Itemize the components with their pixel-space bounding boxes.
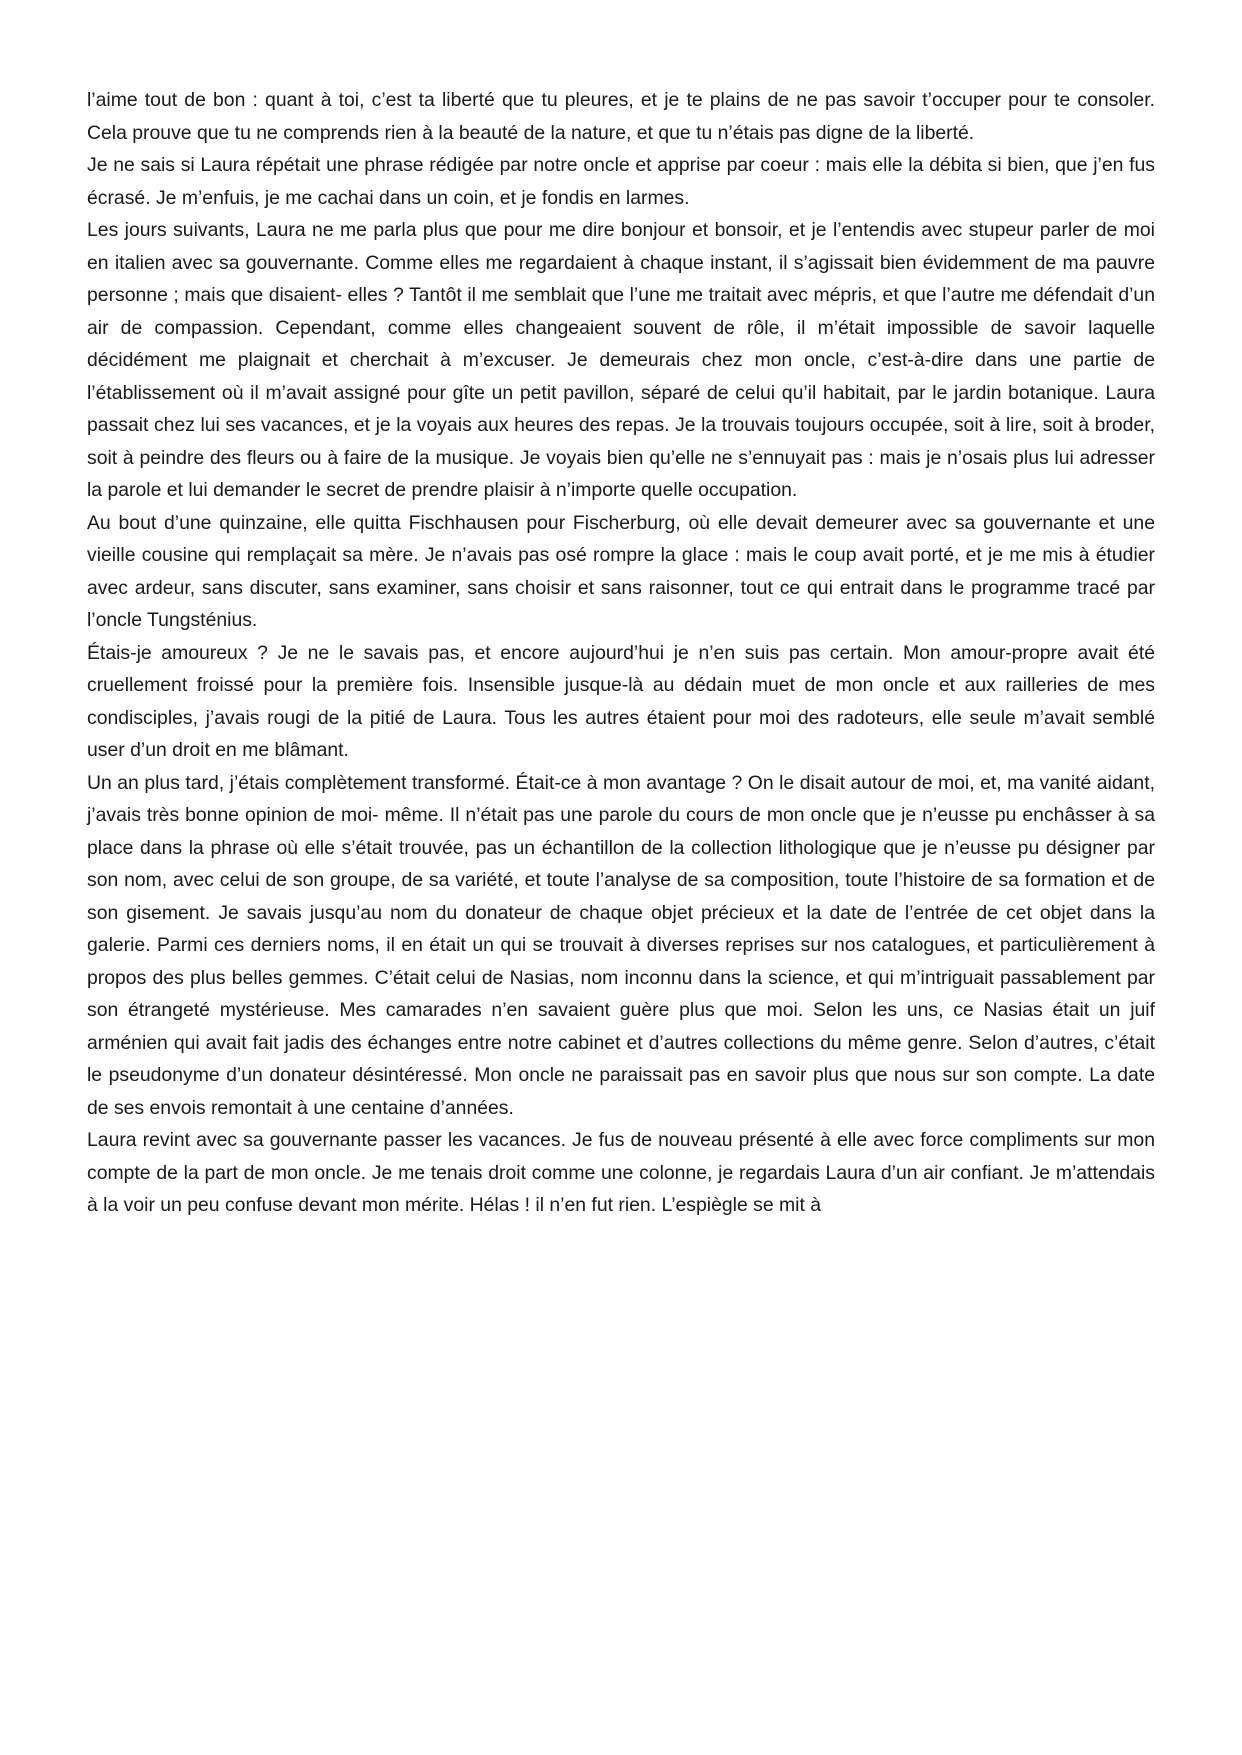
paragraph-2: Je ne sais si Laura répétait une phrase rédigée par notre oncle et apprise par coeur : mais elle la débita si bien, que j’en fus écrasé. Je m’enfuis, je me cachai dans un coin, et je fondis en larmes. <box>87 154 1155 209</box>
paragraph-1: l’aime tout de bon : quant à toi, c’est ta liberté que tu pleures, et je te plains de ne pas savoir t’occuper pour te consoler. Cela prouve que tu ne comprends rien à la beauté de la nature, et que tu n’étais pas digne de la liberté. <box>87 89 1155 144</box>
paragraph-7: Laura revint avec sa gouvernante passer les vacances. Je fus de nouveau présenté à elle avec force compliments sur mon compte de la part de mon oncle. Je me tenais droit comme une colonne, je regardais Laura d’un air confiant. Je m’attendais à la voir un peu confuse devant mon mérite. Hélas ! il n’en fut rien. L’espiègle se mit à <box>87 1129 1155 1216</box>
document-page <box>87 84 1155 1222</box>
paragraph-4: Au bout d’une quinzaine, elle quitta Fischhausen pour Fischerburg, où elle devait demeurer avec sa gouvernante et une vieille cousine qui remplaçait sa mère. Je n’avais pas osé rompre la glace : mais le coup avait porté, et je me mis à étudier avec ardeur, sans discuter, sans examiner, sans choisir et sans raisonner, tout ce qui entrait dans le programme tracé par l’oncle Tungsténius. <box>87 511 1155 631</box>
paragraph-3: Les jours suivants, Laura ne me parla plus que pour me dire bonjour et bonsoir, et je l’entendis avec stupeur parler de moi en italien avec sa gouvernante. Comme elles me regardaient à chaque instant, il s’agissait bien évidemment de ma pauvre personne ; mais que disaient- elles ? Tantôt il me semblait que l’une me traitait avec mépris, et que l’autre me défendait d’un air de compassion. Cependant, comme elles changeaient souvent de rôle, il m’était impossible de savoir laquelle décidément me plaignait et cherchait à m’excuser. Je demeurais chez mon oncle, c’est-à-dire dans une partie de l’établissement où il m’avait assigné pour gîte un petit pavillon, séparé de celui qu’il habitait, par le jardin botanique. Laura passait chez lui ses vacances, et je la voyais aux heures des repas. Je la trouvais toujours occupée, soit à lire, soit à broder, soit à peindre des fleurs ou à faire de la musique. Je voyais bien qu’elle ne s’ennuyait pas : mais je n’osais plus lui adresser la parole et lui demander le secret de prendre plaisir à n’importe quelle occupation. <box>87 219 1155 501</box>
paragraph-6: Un an plus tard, j’étais complètement transformé. Était-ce à mon avantage ? On le disait autour de moi, et, ma vanité aidant, j’avais très bonne opinion de moi- même. Il n’était pas une parole du cours de mon oncle que je n’eusse pu enchâsser à sa place dans la phrase où elle s’était trouvée, pas un échantillon de la collection lithologique que je n’eusse pu désigner par son nom, avec celui de son groupe, de sa variété, et toute l’analyse de sa composition, toute l’histoire de sa formation et de son gisement. Je savais jusqu’au nom du donateur de chaque objet précieux et la date de l’entrée de cet objet dans la galerie. Parmi ces derniers noms, il en était un qui se trouvait à diverses reprises sur nos catalogues, et particulièrement à propos des plus belles gemmes. C’était celui de Nasias, nom inconnu dans la science, et qui m’intriguait passablement par son étrangeté mystérieuse. Mes camarades n’en savaient guère plus que moi. Selon les uns, ce Nasias était un juif arménien qui avait fait jadis des échanges entre notre cabinet et d’autres collections du même genre. Selon d’autres, c’était le pseudonyme d’un donateur désintéressé. Mon oncle ne paraissait pas en savoir plus que nous sur son compte. La date de ses envois remontait à une centaine d’années. <box>87 771 1155 1119</box>
paragraph-5: Étais-je amoureux ? Je ne le savais pas, et encore aujourd’hui je n’en suis pas certain. Mon amour-propre avait été cruellement froissé pour la première fois. Insensible jusque-là au dédain muet de mon oncle et aux railleries de mes condisciples, j’avais rougi de la pitié de Laura. Tous les autres étaient pour moi des radoteurs, elle seule m’avait semblé user d’un droit en me blâmant. <box>87 641 1155 761</box>
